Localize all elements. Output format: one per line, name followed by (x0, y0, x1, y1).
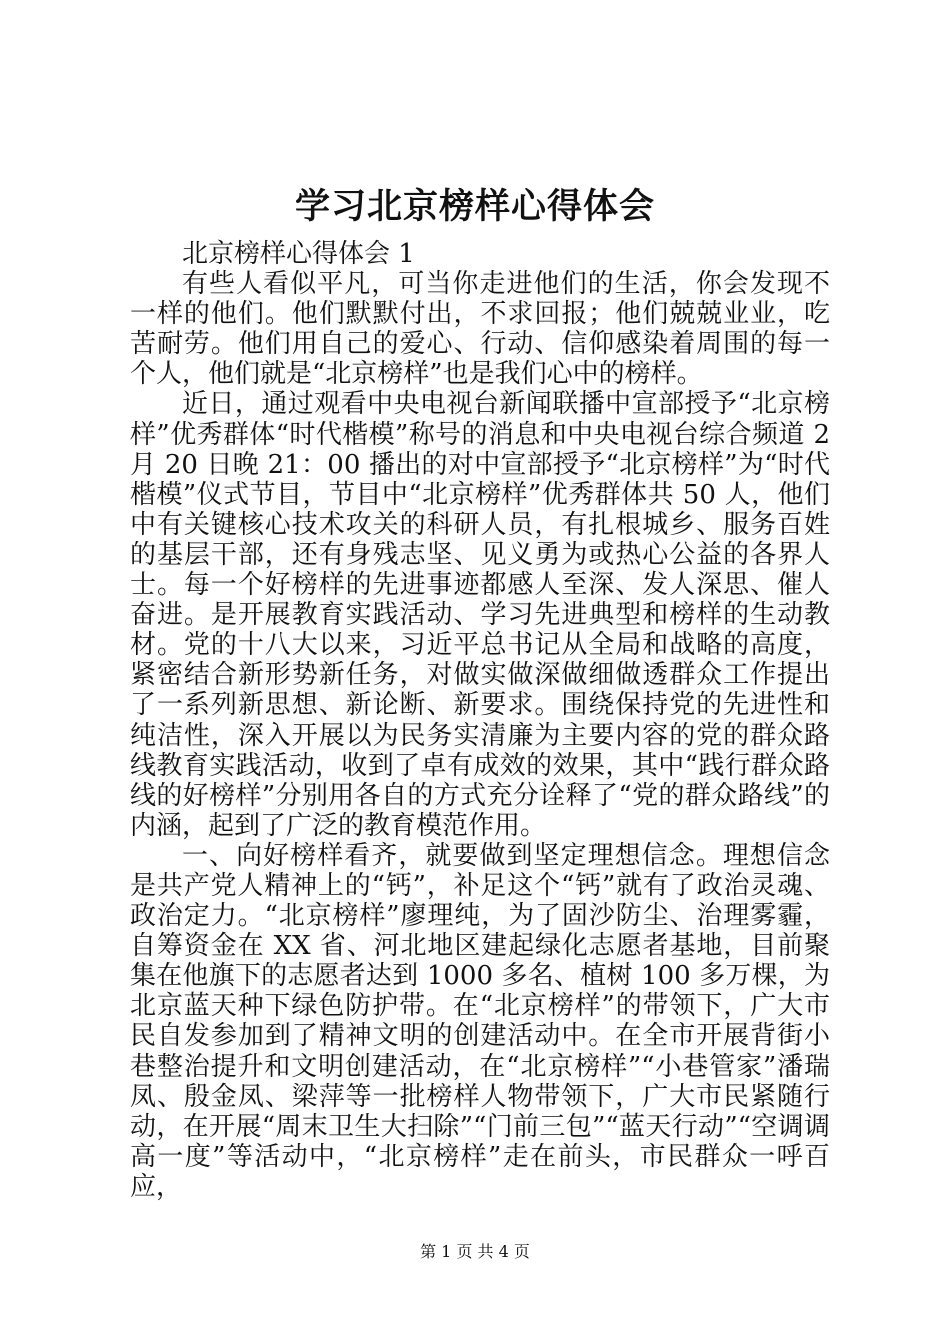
document-title: 学习北京榜样心得体会 (294, 186, 655, 227)
paragraph-1: 有些人看似平凡，可当你走进他们的生活，你会发现不一样的他们。他们默默付出，不求回报；他们兢兢业业，吃苦耐劳。他们用自己的爱心、行动、信仰感染着周围的每一个人，他们就是“北京榜样”也是我们心中的榜样。 (130, 269, 830, 390)
paragraph-3: 一、向好榜样看齐，就要做到坚定理想信念。理想信念是共产党人精神上的“钙”，补足这个“钙”就有了政治灵魂、政治定力。“北京榜样”廖理纯，为了固沙防尘、治理雾霾，自筹资金在 XX 省、河北地区建起绿化志愿者基地，目前聚集在他旗下的志愿者达到 1000 多名、植树 100 多万棵，为北京蓝天种下绿色防护带。在“北京榜样”的带领下，广大市民自发参加到了精神文明的创建活动中。在全市开展背街小巷整治提升和文明创建活动，在“北京榜样”“小巷管家”潘瑞凤、殷金凤、梁萍等一批榜样人物带领下，广大市民紧随行动，在开展“周末卫生大扫除”“门前三包”“蓝天行动”“空调调高一度”等活动中，“北京榜样”走在前头，市民群众一呼百应， (130, 840, 830, 1202)
page-number-footer: 第 1 页 共 4 页 (420, 1242, 530, 1261)
paragraph-2: 近日，通过观看中央电视台新闻联播中宣部授予“北京榜样”优秀群体“时代楷模”称号的消息和中央电视台综合频道 2 月 20 日晚 21：00 播出的对中宣部授予“北京榜样”为“时代楷模”仪式节目，节目中“北京榜样”优秀群体共 50 人，他们中有关键核心技术攻关的科研人员，有扎根城乡、服务百姓的基层干部，还有身残志坚、见义勇为或热心公益的各界人士。每一个好榜样的先进事迹都感人至深、发人深思、催人奋进。是开展教育实践活动、学习先进典型和榜样的生动教材。党的十八大以来，习近平总书记从全局和战略的高度，紧密结合新形势新任务，对做实做深做细做透群众工作提出了一系列新思想、新论断、新要求。围绕保持党的先进性和纯洁性，深入开展以为民务实清廉为主要内容的党的群众路线教育实践活动，收到了卓有成效的效果，其中“践行群众路线的好榜样”分别用各自的方式充分诠释了“党的群众路线”的内涵，起到了广泛的教育模范作用。 (130, 389, 830, 841)
section-heading: 北京榜样心得体会 1 (182, 239, 415, 269)
document-body (130, 239, 830, 1202)
